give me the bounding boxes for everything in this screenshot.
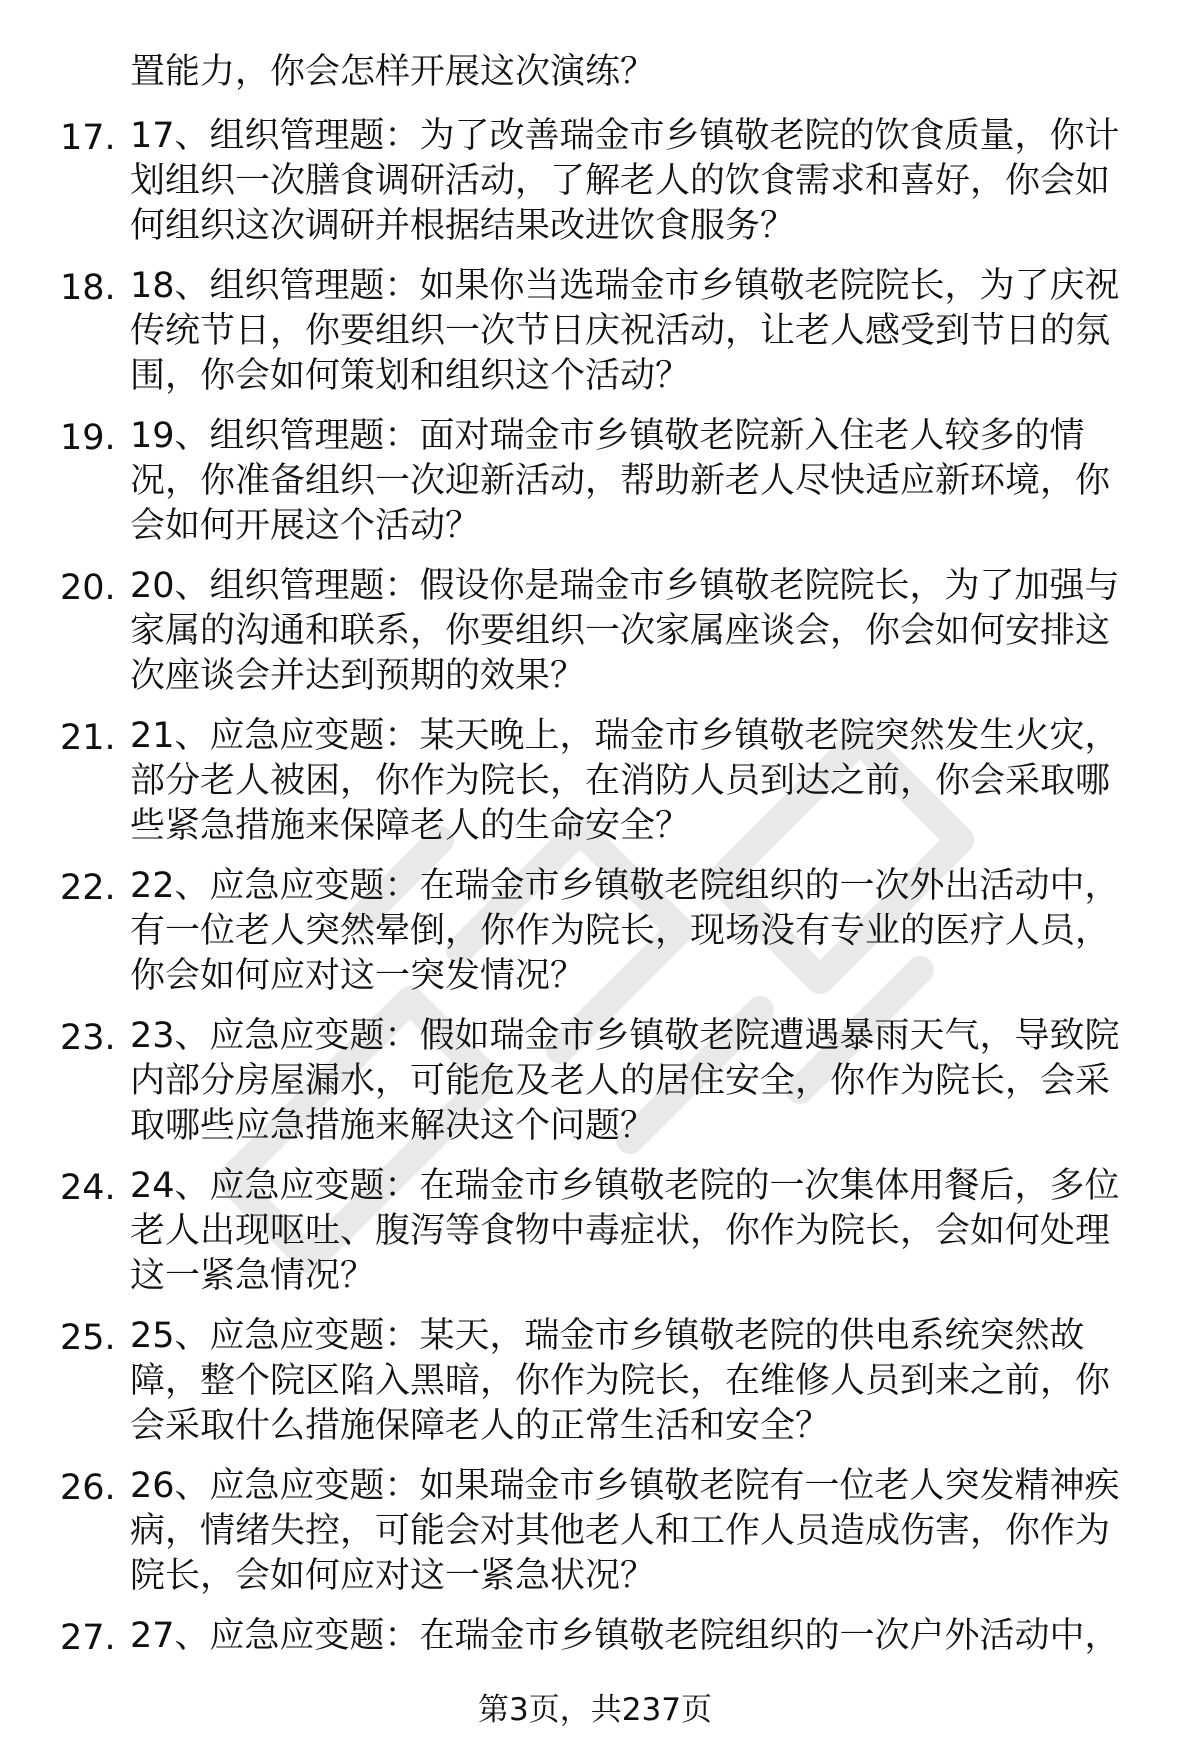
question-number: 21. xyxy=(60,718,116,758)
question-text xyxy=(130,1464,1150,1599)
question-line: 26、应急应变题：如果瑞金市乡镇敬老院有一位老人突发精神疾 xyxy=(130,1466,1120,1506)
question-line: 21、应急应变题：某天晚上，瑞金市乡镇敬老院突然发生火灾， xyxy=(130,716,1120,756)
question-number: 22. xyxy=(60,868,116,908)
question-line: 22、应急应变题：在瑞金市乡镇敬老院组织的一次外出活动中， xyxy=(130,866,1120,906)
question-line: 些紧急措施来保障老人的生命安全？ xyxy=(130,806,691,846)
question-line: 18、组织管理题：如果你当选瑞金市乡镇敬老院院长，为了庆祝 xyxy=(130,266,1120,306)
question-text xyxy=(130,1314,1150,1449)
question-text xyxy=(130,1614,1150,1659)
list-item xyxy=(0,1164,1190,1314)
question-number: 25. xyxy=(60,1318,116,1358)
question-list xyxy=(0,114,1190,1764)
question-line: 院长，会如何应对这一紧急状况？ xyxy=(130,1556,656,1596)
question-text xyxy=(130,114,1150,249)
question-number: 20. xyxy=(60,568,116,608)
question-line: 25、应急应变题：某天，瑞金市乡镇敬老院的供电系统突然故 xyxy=(130,1316,1085,1356)
question-line: 会采取什么措施保障老人的正常生活和安全？ xyxy=(130,1406,831,1446)
question-line: 这一紧急情况？ xyxy=(130,1256,376,1296)
question-line: 24、应急应变题：在瑞金市乡镇敬老院的一次集体用餐后，多位 xyxy=(130,1166,1120,1206)
list-item xyxy=(0,264,1190,414)
list-item xyxy=(0,114,1190,264)
question-line: 家属的沟通和联系，你要组织一次家属座谈会，你会如何安排这 xyxy=(130,611,1111,651)
question-number: 18. xyxy=(60,268,116,308)
question-text xyxy=(130,1164,1150,1299)
question-number: 24. xyxy=(60,1168,116,1208)
list-item xyxy=(0,1014,1190,1164)
question-text xyxy=(130,264,1150,399)
question-line: 围，你会如何策划和组织这个活动？ xyxy=(130,356,691,396)
list-item xyxy=(0,564,1190,714)
question-text xyxy=(130,1014,1150,1149)
question-line: 病，情绪失控，可能会对其他老人和工作人员造成伤害，你作为 xyxy=(130,1511,1111,1551)
question-text xyxy=(130,414,1150,549)
question-line: 取哪些应急措施来解决这个问题？ xyxy=(130,1106,656,1146)
continuation-text: 置能力，你会怎样开展这次演练？ xyxy=(130,52,656,92)
question-line: 会如何开展这个活动？ xyxy=(130,506,481,546)
question-text xyxy=(130,864,1150,999)
question-line: 有一位老人突然晕倒，你作为院长，现场没有专业的医疗人员， xyxy=(130,911,1111,951)
question-line: 27、应急应变题：在瑞金市乡镇敬老院组织的一次户外活动中， xyxy=(130,1616,1120,1656)
question-line: 23、应急应变题：假如瑞金市乡镇敬老院遭遇暴雨天气，导致院 xyxy=(130,1016,1120,1056)
question-line: 内部分房屋漏水，可能危及老人的居住安全，你作为院长，会采 xyxy=(130,1061,1111,1101)
question-text xyxy=(130,564,1150,699)
question-number: 27. xyxy=(60,1618,116,1658)
question-line: 次座谈会并达到预期的效果？ xyxy=(130,656,586,696)
list-item xyxy=(0,1314,1190,1464)
question-number: 17. xyxy=(60,118,116,158)
list-item xyxy=(0,714,1190,864)
question-line: 障，整个院区陷入黑暗，你作为院长，在维修人员到来之前，你 xyxy=(130,1361,1111,1401)
question-line: 你会如何应对这一突发情况？ xyxy=(130,956,586,996)
page-footer: 第3页，共237页 xyxy=(478,1692,712,1728)
question-line: 老人出现呕吐、腹泻等食物中毒症状，你作为院长，会如何处理 xyxy=(130,1211,1111,1251)
list-item xyxy=(0,864,1190,1014)
question-line: 部分老人被困，你作为院长，在消防人员到达之前，你会采取哪 xyxy=(130,761,1111,801)
list-item xyxy=(0,1464,1190,1614)
question-line: 况，你准备组织一次迎新活动，帮助新老人尽快适应新环境，你 xyxy=(130,461,1111,501)
question-line: 20、组织管理题：假设你是瑞金市乡镇敬老院院长，为了加强与 xyxy=(130,566,1120,606)
question-line: 19、组织管理题：面对瑞金市乡镇敬老院新入住老人较多的情 xyxy=(130,416,1085,456)
question-line: 17、组织管理题：为了改善瑞金市乡镇敬老院的饮食质量，你计 xyxy=(130,116,1120,156)
list-item xyxy=(0,1614,1190,1764)
question-number: 26. xyxy=(60,1468,116,1508)
question-number: 19. xyxy=(60,418,116,458)
question-line: 传统节日，你要组织一次节日庆祝活动，让老人感受到节日的氛 xyxy=(130,311,1111,351)
list-item xyxy=(0,414,1190,564)
question-line: 划组织一次膳食调研活动，了解老人的饮食需求和喜好，你会如 xyxy=(130,161,1111,201)
question-line: 何组织这次调研并根据结果改进饮食服务？ xyxy=(130,206,796,246)
question-text xyxy=(130,714,1150,849)
question-number: 23. xyxy=(60,1018,116,1058)
